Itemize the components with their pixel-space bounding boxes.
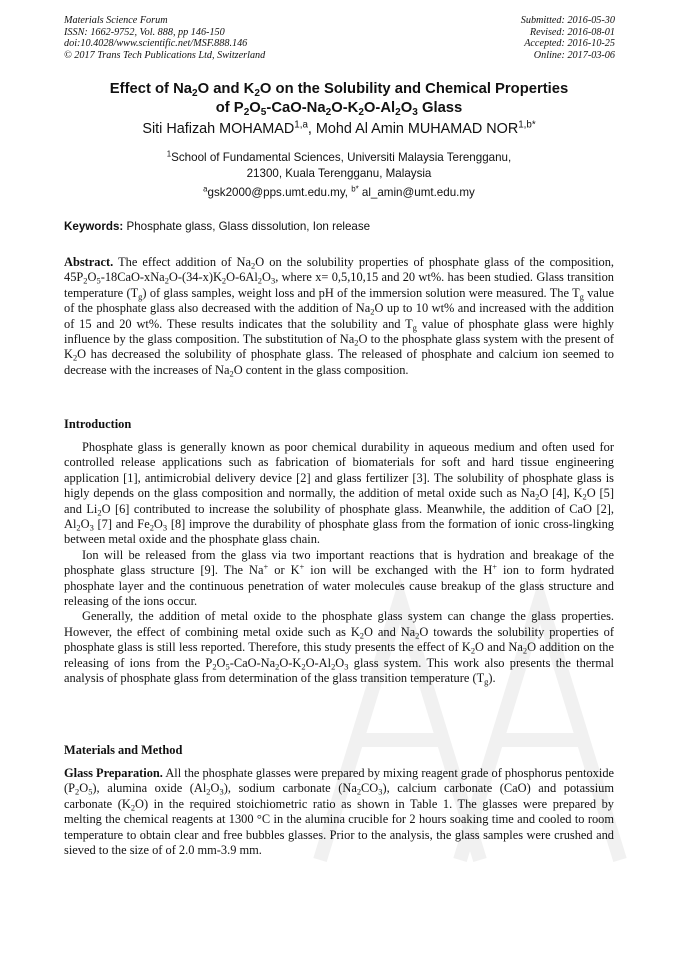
affiliation: $^1$School of Fundamental Sciences, Universiti Malaysia Terengganu, 21300, Kuala Terengganu, Malaysia <box>166 149 512 180</box>
paragraph: Generally, the addition of metal oxide to the phosphate glass system can change the glass properties. However, the effect of combining metal oxide such as $K_2O$ and $Na_2O$ towards the solubility properties of phosphate glass is still less reported. Therefore, this study presents the effect of $K_2O$ and $Na_2O$ addition on the releasing of ions from the $P_2O_5-CaO-Na_2O-K_2O-Al_2O_3$ glass system. This work also presents the thermal analysis of phosphate glass from determination of the glass transition temperature $(T_g)$. <box>64 609 614 687</box>
author-list: Siti Hafizah MOHAMAD$^{1,a}$, Mohd Al Amin MUHAMAD $NOR^{1,b*}$ <box>142 119 536 137</box>
journal-name: Materials Science Forum <box>64 15 168 26</box>
paper-title: Effect of $Na_2O$ and $K_2O$ on the Solubility and Chemical Properties of $P_2O_5-CaO-Na_2O-K_2O-Al_2O_3$ Glass <box>109 81 569 118</box>
section-heading-introduction: Introduction <box>64 417 132 431</box>
doi: doi:10.4028/www.scientific.net/MSF.888.146 <box>64 38 248 50</box>
online-date: Online: 2017-03-06 <box>533 49 615 61</box>
accepted-date: Accepted: 2016-10-25 <box>524 38 615 50</box>
issn: ISSN: 1662-9752, Vol. 888, pp 146-150 <box>64 26 225 38</box>
dates <box>521 15 615 61</box>
paragraph: Phosphate glass is generally known as poor chemical durability in aqueous medium and often used for controlled release applications such as fabrication of biomaterials for soft and hard tissue engineering application [1], antimicrobial delivery device [2] and glass fertilizer [3]. The solubility of phosphate glass is higly depends on the glass composition and normally, the addition of metal oxide such as $Na_2O$ [4], $K_2O$ [5] and $Li_2O$ [6] contributed to increase the solubility of phosphate glass. Meanwhile, the addition of CaO [2], $Al_2O_3$ [7] and $Fe_2O_3$ [8] improve the durability of phosphate glass from the formation of ionic cross-lingking between metal oxide and the phosphate glass chain. <box>64 440 614 547</box>
author-emails: $^a$gsk2000@pps.umt.edu.my, $^{b*}$ al_amin@umt.edu.my <box>203 184 475 199</box>
paragraph: Ion will be released from the glass via two important reactions that is hydration and breakage of the phosphate glass structure [9]. The Na+ or K+ ion will be exchanged with the H+ ion to form hydrated phosphate layer and the continuous penetration of water molecules cause breakup of the glass structure and releasing of the ions occur. <box>64 547 615 609</box>
introduction-body <box>64 440 614 687</box>
revised-date: Revised: 2016-08-01 <box>529 26 615 38</box>
methods-body <box>64 766 614 858</box>
submitted-date: Submitted: 2016-05-30 <box>520 15 615 26</box>
abstract: Abstract. The effect addition of $Na_2O$ on the solubility properties of phosphate glass of the composition, $45P_2O_5-18CaO-xNa_2O-(34-x)K_2O-6Al_2O_3$, where x= 0,5,10,15 and 20 wt%. has been studied. Glass transition temperature $(T_g)$ of glass samples, weight loss and pH of the immersion solution were measured. The $T_g$ value of the phosphate glass also decreased with the addition of $Na_2O$ up to 10 wt% and increased with the addition of 15 and 20 wt%. These results indicates that the solubility and $T_g$ value of phosphate glass were highly influence by the glass composition. The substitution of $Na_2O$ to the phosphate glass system with the present of $K_2O$ has decreased the solubility of phosphate glass. The released of phosphate and calcium ion seemed to decrease with the increases of $Na_2O$ content in the glass composition. <box>64 255 615 379</box>
paragraph: Glass Preparation. All the phosphate glasses were prepared by mixing reagent grade of phosphorus pentoxide $(P_2O_5)$, alumina oxide $(Al_2O_3)$, sodium carbonate $(Na_2CO_3)$, calcium carbonate (CaO) and potassium carbonate $(K_2O)$ in the required stoichiometric ratio as shown in Table 1. The glasses were prepared by melting the chemical reagents at 1300 °C in the alumina crucible for 2 hours soaking time and cooled to room temperature to obtain clear and free bubbles glasses. Prior to the analysis, the glass samples were crushed and sieved to the size of of 2.0 mm-3.9 mm. <box>64 766 615 858</box>
email-b: al_amin@umt.edu.my <box>358 186 475 199</box>
section-heading-materials-method: Materials and Method <box>64 743 183 757</box>
email-a: gsk2000@pps.umt.edu.my, <box>207 186 352 199</box>
journal-info <box>64 15 265 61</box>
author-2: Mohd Al Amin MUHAMAD NOR <box>315 121 519 137</box>
page-header <box>64 15 615 61</box>
keywords: Keywords: Phosphate glass, Glass dissolution, Ion release <box>64 220 371 233</box>
copyright: © 2017 Trans Tech Publications Ltd, Switzerland <box>64 49 266 61</box>
author-1: Siti Hafizah MOHAMAD <box>142 121 295 137</box>
